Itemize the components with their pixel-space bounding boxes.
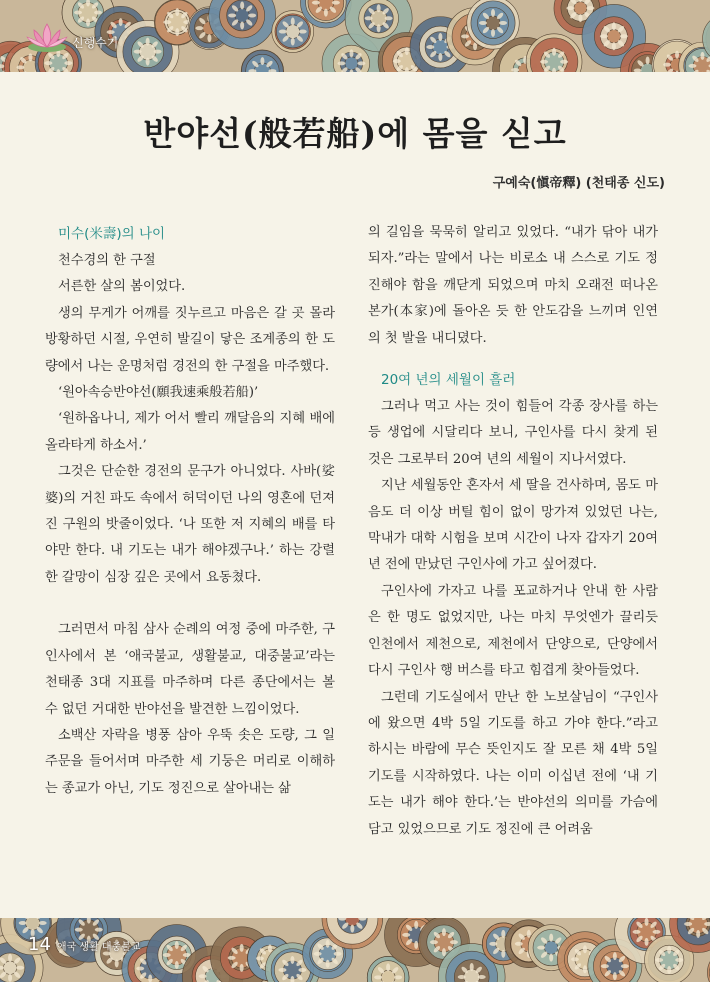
paragraph: ‘원아속승반야선(願我速乘般若船)’: [58, 385, 259, 401]
paragraph: 생의 무게가 어깨를 짓누르고 마음은 갈 곳 몰라 방황하던 시절, 우연히 발길이 닿은 조계종의 한 도량에서 나는 운명처럼 경전의 한 구절을 마주했다.: [45, 305, 335, 374]
page-footer: [28, 934, 141, 955]
article-title: 반야선(般若船)에 몸을 싣고: [143, 114, 567, 154]
article-author: 구예숙(愼帝釋) (천태종 신도): [492, 176, 665, 191]
section-tag: [24, 20, 118, 54]
paragraph: 그런데 기도실에서 만난 한 노보살님이 “구인사에 왔으면 4박 5일 기도를 하고 가야 한다.”라고 하시는 바람에 무슨 뜻인지도 잘 모른 채 4박 5일 기도를 시작하였다. 나는 이미 이십년 전에 ‘내 기도는 내가 해야 한다.’는 반야선의 의미를 가슴에 담고 있었으므로 기도 정진에 큰 어려움: [368, 689, 658, 837]
paragraph: 서른한 살의 봄이었다.: [58, 279, 186, 295]
paragraph: 소백산 자락을 병풍 삼아 우뚝 솟은 도량, 그 일주문을 들어서며 마주한 세 기둥은 머리로 이해하는 종교가 아닌, 기도 정진으로 살아내는 삶: [45, 727, 335, 796]
paragraph: ‘원하옵나니, 제가 어서 빨리 깨달음의 지혜 배에 올라타게 하소서.’: [45, 411, 335, 453]
left-column: [45, 220, 335, 802]
paragraph-spacer: [45, 591, 335, 617]
heading-gap: [368, 352, 658, 366]
section-label: 신행수기: [72, 35, 119, 50]
paragraph: 의 길임을 묵묵히 알리고 있었다. “내가 닦아 내가 되자.”라는 말에서 나는 비로소 내 스스로 기도 정진해야 함을 깨닫게 되었으며 마치 오래전 떠나온 본가(本家)에 돌아온 듯 한 안도감을 느끼며 인연의 첫 발을 내디뎠다.: [368, 225, 658, 346]
lotus-icon: [24, 20, 70, 54]
publication-name: 애국 생활 대중불교: [56, 942, 141, 953]
paragraph: 구인사에 가자고 나를 포교하거나 안내 한 사람은 한 명도 없었지만, 나는 마치 무엇엔가 끌리듯 인천에서 제천으로, 제천에서 단양으로, 단양에서 다시 구인사 행 버스를 타고 힘겹게 찾아들었다.: [368, 583, 658, 679]
paragraph: 그러나 먹고 사는 것이 힘들어 각종 장사를 하는 등 생업에 시달리다 보니, 구인사를 다시 찾게 된 것은 그로부터 20여 년의 세월이 지나서였다.: [368, 399, 658, 467]
paragraph: 그러면서 마침 삼사 순례의 여정 중에 마주한, 구인사에서 본 ‘애국불교, 생활불교, 대중불교’라는 천태종 3대 지표를 마주하며 다른 종단에서는 볼 수 없던 거대한 반야선을 발견한 느낌이었다.: [45, 622, 335, 717]
right-column: [368, 220, 658, 843]
page-number: 14: [28, 934, 51, 955]
section-heading: 20여 년의 세월이 흘러: [381, 372, 516, 389]
section-heading: 미수(米壽)의 나이: [58, 226, 166, 242]
paragraph: 지난 세월동안 혼자서 세 딸을 건사하며, 몸도 마음도 더 이상 버틸 힘이 없이 망가져 있었던 나는, 막내가 대학 시험을 보며 시간이 나자 갑자기 20여 년 전에 만났던 구인사에 가고 싶어졌다.: [368, 478, 658, 573]
paragraph: 그것은 단순한 경전의 문구가 아니었다. 사바(娑婆)의 거친 파도 속에서 허덕이던 나의 영혼에 던져진 구원의 밧줄이었다. ‘나 또한 저 지혜의 배를 타야만 한다. 내 기도는 내가 해야겠구나.’ 하는 강렬한 갈망이 심장 깊은 곳에서 요동쳤다.: [45, 464, 335, 585]
paragraph: 천수경의 한 구절: [58, 253, 156, 268]
